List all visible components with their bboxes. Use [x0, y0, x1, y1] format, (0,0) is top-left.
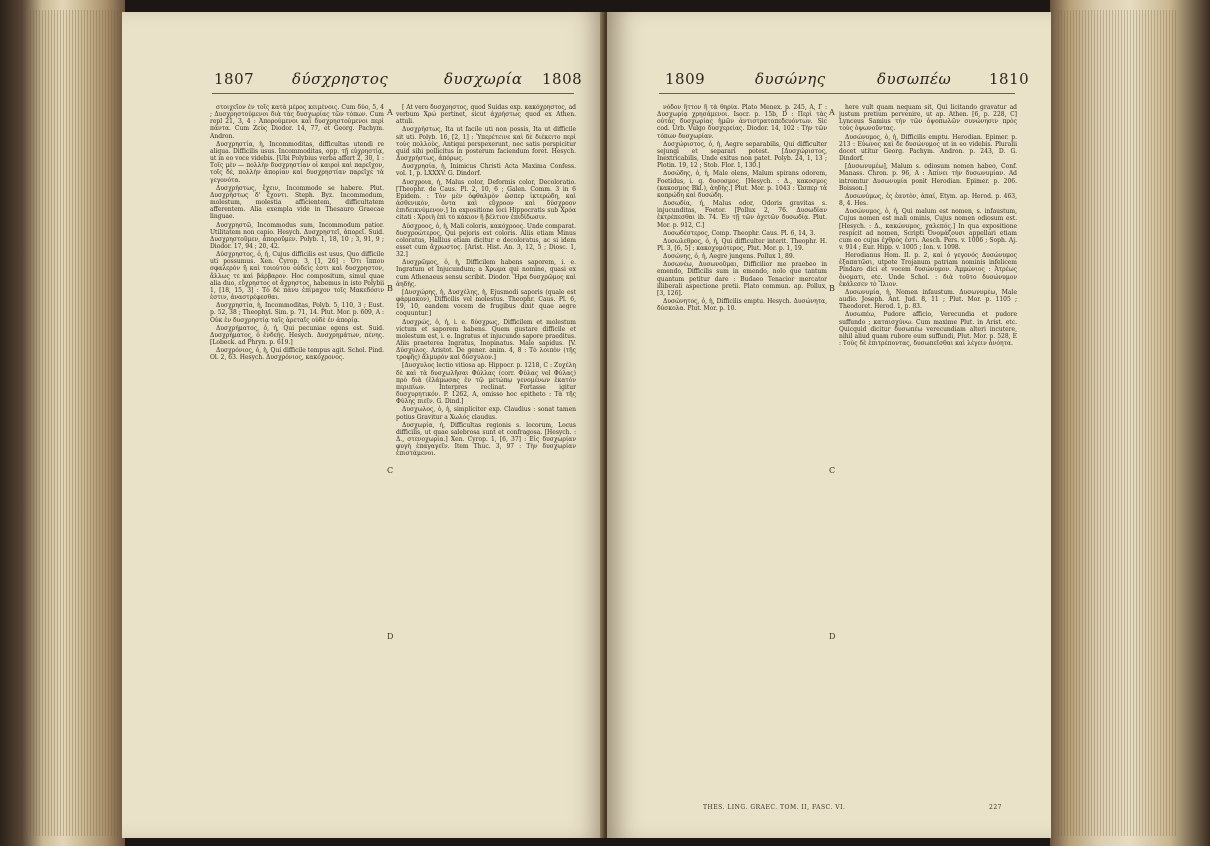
right-page-columns [657, 104, 1017, 824]
entry-paragraph: Δύσχροος, ὁ, ἡ, Mali coloris, κακόχροος. Unde comparat. δυσχροώτερος, Qui pejoris est coloris. Aliis etiam Minus coloratus, Hallius etiam dicitur e decoloratus, ac si idem esset cum ἄχρωστος. [Arist. Hist. An. 3, 12, 5 ; Diosc. 1, 32.] [396, 222, 576, 259]
margin-letter: B [387, 284, 393, 293]
entry-paragraph: Δυσχρόνιος, ὁ, ἡ, Qui difficile tempus agit. Schol. Pind. Ol. 2, 63. Hesych. Δυσχρόνιος, κακόχρονος. [210, 347, 384, 362]
entry-paragraph: here vult quam nequam sit, Qui licitando gravatur ad justum pretium pervenire, ut ap. Athen. [6, p. 228, C] Lynceus Samius τὴν τῶν ὀψοπωλῶν συνώνησιν πρὸς τοὺς ὀψωνοῦντας. [839, 104, 1017, 133]
entry-paragraph: [ At vero δυσχρηστος, quod Suidas exp. κακόχρηστος, ad verbum Χρώ pertinet, sicut ἀχρήστως quod ex Athen. attuli. [396, 104, 576, 126]
margin-letter: D [829, 632, 836, 641]
entry-paragraph: [Δυσχώρης, ἡ, Δυσχέλης, ἡ, Ejusmodi saporis (quale est φάρμακον), Difficilis vel molestus. Theophr. Caus. Pl. 6, 19, 10, eandem vocem de frugibus dixit quae aegre coquuntur.] [396, 288, 576, 318]
right-page-edges [1050, 0, 1210, 846]
entry-paragraph: Δυσχρηστία, ἡ, Incommoditas, Polyb. 5, 110, 3 ; Eust. p. 52, 38 ; Theophyl. Sim. p. 71, 14. Plut. Mor. p. 609, A : Οὐκ ἐν δυσχρηστίᾳ ταῖς ἀρεταῖς οὐδὲ ἐν ἀπορίᾳ. [210, 302, 384, 324]
entry-paragraph: [Δυσωνυμέω], Malum s. odiosum nomen habeo, Conf. Manass. Chron. p. 96, A : Ἀπίνει τὴν δυσωνυμίαν. Ad intromtur Δυσωνυμία ponit Herodian. Epimer. p. 206. Boisson.] [839, 163, 1017, 192]
margin-letter: A [387, 108, 393, 117]
entry-paragraph: στοιχεῖον ἐν τοῖς κατὰ μέρος κειμένοις. Cum δύο, 5, 4 ; Δυσχρηστούμενοι διὰ τὰς δυσχωρίας τῶν τόπων. Cum repl 21, 3, 4 : Ἀπορούμενοι καὶ δυσχρηστούμενοι περὶ πάντα. Cum Ζεὺς Diodor. 14, 77, et Georg. Pachym. Andron. [210, 104, 384, 140]
entry-paragraph: Δυσώνης, ὁ, ἡ, Aegre jungens. Pollux 1, 89. [663, 253, 795, 261]
entry-paragraph: Δυσωνύμως, ἐς ἑαυτὸν, ἀπαί, Etym. ap. Herod. p. 463, 8, 4. Hes. [839, 192, 1017, 208]
entry-paragraph: Herodianus Hom. II. p. 2, καὶ ὁ γεγονός Δυσώνυμος ἐξαπατῶσι, utpote Trojanum patriam nominis infelicem Pindaro dici et vocem δυσώνυμον. Ἀμμώνιος : Ἀτρέως ὄνοματι, etc. Unde Schol. : διὰ τοῦτο δυσώνυμον ἐκάλεσεν τὸ Ἴλιον. [839, 252, 1017, 288]
entry-paragraph: Δυσωνέω, Δυσωνοῦμαι, Difficilior me praebeo in emendo, Difficilis sum in emendo, nolo que tantum quantum petitur dare : Budaeo Tenacior mercator illiberali aspectione pretii. Plato commun. ap. Pollux, [3, 126]. [657, 261, 827, 297]
running-headword: δυσώνης [755, 70, 826, 88]
running-headword: δυσωπέω [877, 70, 952, 88]
margin-letter: C [829, 466, 836, 475]
running-headword: δύσχρηστος [292, 70, 389, 88]
page-number: 1807 [214, 70, 255, 88]
page-number: 1808 [542, 70, 583, 88]
entry-paragraph: Δυσώδης, ὁ, ἡ, Male olens, Malum spirans odorem, Foetidus, i. q. δυσοσμος. [Hesych. : Δ., κακοσμος (κακοσμος Bkl.), ἀηδὴς.] Plut. Mor. p. 1043 : Ὥσπερ τὰ κοπρώδη καὶ δυσώδη. [657, 170, 827, 199]
entry-paragraph: Δυσχρήστως, ἔχειν, Incommode se habere. Plut. Δυσχρήστως δ' ἔχοντι. Steph. Byz. Incommodum, molestum, molestia afficientem, difficultatem afferentem. Alia exempla vide in Thesauro Graecae linguae. [210, 184, 384, 221]
entry-paragraph: Δυσχρῶμος, ὁ, ἡ, Difficilem habens saporem, i. e. Ingratum et Injucundum; a Χρωμα qui nomine, quasi ex cum Athenaeus sensu scribit. Diodor. Ἥρα δυσχρῶμος καὶ ἀηδὴς. [396, 259, 576, 288]
left-page-header [122, 70, 606, 94]
entry-paragraph: Δυσχρώς, ὁ, ἡ, i. e. δύσχρως, Difficilem et molestum victum et saporem habens. Quem gustare difficile et molestum est, i. e. Ingratus et injucundo sapore praeditus. Aliis praeterea Ingratus, Inopinatus. Male sapidus. [V. Δύσχυλος. Aristot. De gener. anim. 4, 8 : Τὸ λοιπὸν (τῆς τροφῆς) ἄλμυρὸν καὶ δύσχυλον.] [396, 318, 576, 362]
entry-paragraph: Δυσωπέω, Pudore afficio, Verecundia et pudore suffundo ; καταισχύνω. Cum maxime Plut. in Arist. etc. Quicquid dicitur δυσωπέω verecundiam alteri incutere, nihil aliud quam rubore eum suffundi, Plut. Mor. p. 528, E : Τοὺς δὲ ἐπιτρέποντας, δυσωπεῖσθαι καὶ λέγειν ἀνόητα. [839, 311, 1017, 347]
entry-paragraph: Δυσχωρία, ἡ, Difficultas regionis s. locorum, Locus difficilis, ut quae salebrosa sunt et confragosa. [Hesych. : Δ., στενοχωρία.] Xen. Cyrop. 1, [6, 37] : Εἰς δυσχωρίαν φυγὴ ἐπαγαγεῖν. Item Thuc. 3, 97 : Τὴν δυσχωρίαν ἐπιστάμενοι. [396, 421, 576, 458]
entry-paragraph: Δυσχωλος, ὁ, ἡ, simpliciter exp. Claudius : sonat tamen potius Gravitur a Χωλός claudus. [396, 406, 576, 421]
signature-footer: THES. LING. GRAEC. TOM. II, FASC. VI. [703, 804, 846, 811]
text-column [396, 104, 576, 794]
entry-paragraph: Δυσώνυμος, ὁ, ἡ, Difficilis emptu. Herodian. Epimer. p. 213 : Εὐωνος καὶ δε δυσώνυμος ut in eo videbis. Pluralii docet utitur Georg. Pachym. Andron. p. 243, D. G. Dindorf. [839, 133, 1017, 163]
text-column [657, 104, 827, 794]
text-column [210, 104, 384, 794]
margin-letter: D [387, 632, 394, 641]
text-column [839, 104, 1017, 794]
left-page [122, 12, 606, 838]
entry-paragraph: Δυσώνυμος, ὁ, ἡ, Qui malum est nomen, s. infaustum, Cujus nomen est mali ominis, Cujus nomen odiosum est. [Hesych. : Δ., κακώνυμος, χαλεπός.] In qua expositione respicit ad nomen, Scripti Ὀνομάζουσι appellari etiam cum eo cujus ἐχθρὸς ἐστι. Aesch. Pers. v. 1006 ; Soph. Aj. v. 914 ; Eur. Hipp. v. 1005 ; Ion. v. 1098. [839, 208, 1017, 251]
entry-paragraph: Δύσχρηστος, ὁ, ἡ, Cujus difficilis est usus, Quo difficile uti possumus. Xen. Cyrop. 3, [1, 26] : Ὅτι ἵππου σφαλερὸν ἢ καὶ τοιούτου οὐδεὶς ἐστι καὶ δυσχρηστον, ἄλλως τε καὶ βάρβαρον. Hoc compositum, simul quae alia duo, εὔχρηστος et ἄχρηστος, habemus in isto Polybii 1, [18, 15, 3] : Τὸ δὲ πάνυ ἐπίμαχον τοῖς Μακεδόσιν ἐστιν, ἀναστρέφεσθαι. [210, 251, 384, 302]
page-number: 1810 [989, 70, 1030, 88]
entry-paragraph: νόδον ἥττον ἢ τὰ θηρία. Plato Menex. p. 245, A, Γ : Δυσχωρίᾳ χρησάμενοι. Isocr. p. 15b, D : Περὶ τὰς οὐτὰς δυσχωρίας ἡμῶν ἀντιστρατοπεδευόντων. Sic cod. Urb. Vulgo δυσχερείας. Diodor. 14, 102 : Τὴν τῶν τόπων δυσχωρίαν. [657, 104, 827, 140]
entry-paragraph: Δυσωνυμία, ἡ, Nomen infaustum. Δυσωνυμέω, Male audio. Joseph. Ant. Jud. 8, 11 ; Plut. Mor. p. 1105 ; Theodoret. Herod. 1, p. 83. [839, 288, 1017, 311]
right-page [607, 12, 1051, 838]
margin-letter: B [829, 284, 835, 293]
entry-paragraph: Δυσχρηστία, ἡ, Incommoditas, difficultas utendi re aliqua. Difficilis usus. Incommoditas, opp. τῇ εὐχρηστίᾳ, ut in eo voce videbis. [Ubi Polybius verba affert 2, 30, 1 : Τοῖς μὲν — πολλὴν δυσχρηστίαν οἱ καιροὶ καὶ παρεῖχον, τοῖς δὲ, πολλὴν ἀπορίαν καὶ δυσχρηστίαν παρεῖχε τὰ γεγονότα. [210, 140, 384, 184]
running-headword: δυσχωρία [444, 70, 523, 88]
entry-paragraph: Δυσώνητος, ὁ, ἡ, Difficilis emptu. Hesych. Δυσώνητα, δύσκολα. Plut. Mor. p. 10. [657, 298, 827, 313]
entry-paragraph: Δυσωδέστερος, Comp. Theophr. Caus. Pl. 6, 14, 3. [663, 229, 816, 237]
margin-letter: C [387, 466, 394, 475]
entry-paragraph: Δυσχρήστως, Ita ut facile uti non possis, Ita ut difficile sit uti. Polyb. 16, [2, 1] : Ὑπερέτεινε καὶ δὲ διέκειτο περὶ τοὺς πολλοὺς, Antiqui perspexerunt, nec satis perspicitur quid sibi pollicitus in posterum faciendum foret. Hesych. Δυσχρήστως, ἀπόρως. [396, 126, 576, 163]
entry-paragraph: Δυσχρήματος, ὁ, ἡ, Qui pecuniae egens est. Suid. Δυσχρήματος, ὁ ἐνδεής. Hesych. Δυσχρημάτων, πένης. [Lobeck. ad Phryn. p. 619.] [210, 324, 384, 346]
header-rule [212, 93, 574, 94]
entry-paragraph: Δυσχώριστος, ὁ, ἡ, Aegre separabilis, Qui difficulter sejungi et separari potest. [Δυσχώριστος, Inextricabilis, Unde exitus non patet. Polyb. 24, 1, 13 ; Plotin. 19, 12 ; Stob. Flor. 1, 130.] [657, 140, 827, 170]
left-page-edges [0, 0, 125, 846]
entry-paragraph: Δυσχρησία, ἡ, Inimicus Christi Acta Maxima Confess. vol. 1, p. LXXXV. G. Dindorf. [396, 163, 576, 178]
signature-number: 227 [989, 804, 1002, 811]
right-page-header [607, 70, 1051, 94]
page-number: 1809 [665, 70, 706, 88]
margin-letter: A [829, 108, 835, 117]
entry-paragraph: Δυσωλεθρος, ὁ, ἡ, Qui difficulter interit. Theophr. H. Pl. 3, [6, 5] ; κακοχυμότερος, Plut. Mor. p. 1, 19. [657, 237, 827, 252]
entry-paragraph: Δυσχρηστῶ, Incommodus sum, Incommodum patior. Utilitatem non capio. Hesych. Δυσχρηστεῖ, ἀπορεῖ. Suid. Δυσχρηστοῦμεν, ἀποροῦμεν. Polyb. 1, 18, 10 ; 3, 91, 9 ; Diodor. 17, 94 ; 20, 42. [210, 221, 384, 250]
entry-paragraph: Δυσχροια, ἡ, Malus color, Deformis color, Decoloratio. [Theophr. de Caus. Pl. 2, 10, 6 ; Galen. Comm. 3 in 6 Epidem. : Τὸν μὲν ὀφθαλμὸν ὥσπερ ἰκτερώδη, καὶ ἀσθενικὸν, ὄντα καὶ εὔχροον καὶ δύσχροον ἐπιδεικνύμενον.] In expositione loci Hippocratis sub Χρόα citati : Χροιὴ ἐπὶ τὸ κάκιον ἢ βέλτιον ἐπιδίδωσιν. [396, 178, 576, 222]
entry-paragraph: [Δυσχυλος lectio vitiosa ap. Hippocr. p. 1218, C : Ζυχέλη δὲ καὶ τὰ δυσχωλῆσαι Φύλλας (corr. Φύλας vel Φύλας) πρὸ διὰ (ἐλάμωσας ἐν τῷ μετώπῳ γενομένων ἑκατὸν περιπίων. Interpres reclinat. Fortasse igitur δυσχυρητικόν. P. 1262, A, omisso hoc epitheto : Τὰ τῆς Φύλης πιεῖν. G. Dind.] [396, 362, 576, 406]
entry-paragraph: Δυσωδία, ἡ, Malus odor, Odoris gravitas s. injucunditas, Foetor. [Pollux 2, 76. Δυσωδίαν ἐκτρέπεσθαι ib. 74. Ἐν τῇ τῶν ὀχετῶν δυσωδίᾳ. Plut. Mor. p. 912, C.] [657, 200, 827, 229]
header-rule [659, 93, 1015, 94]
left-page-columns [210, 104, 576, 824]
